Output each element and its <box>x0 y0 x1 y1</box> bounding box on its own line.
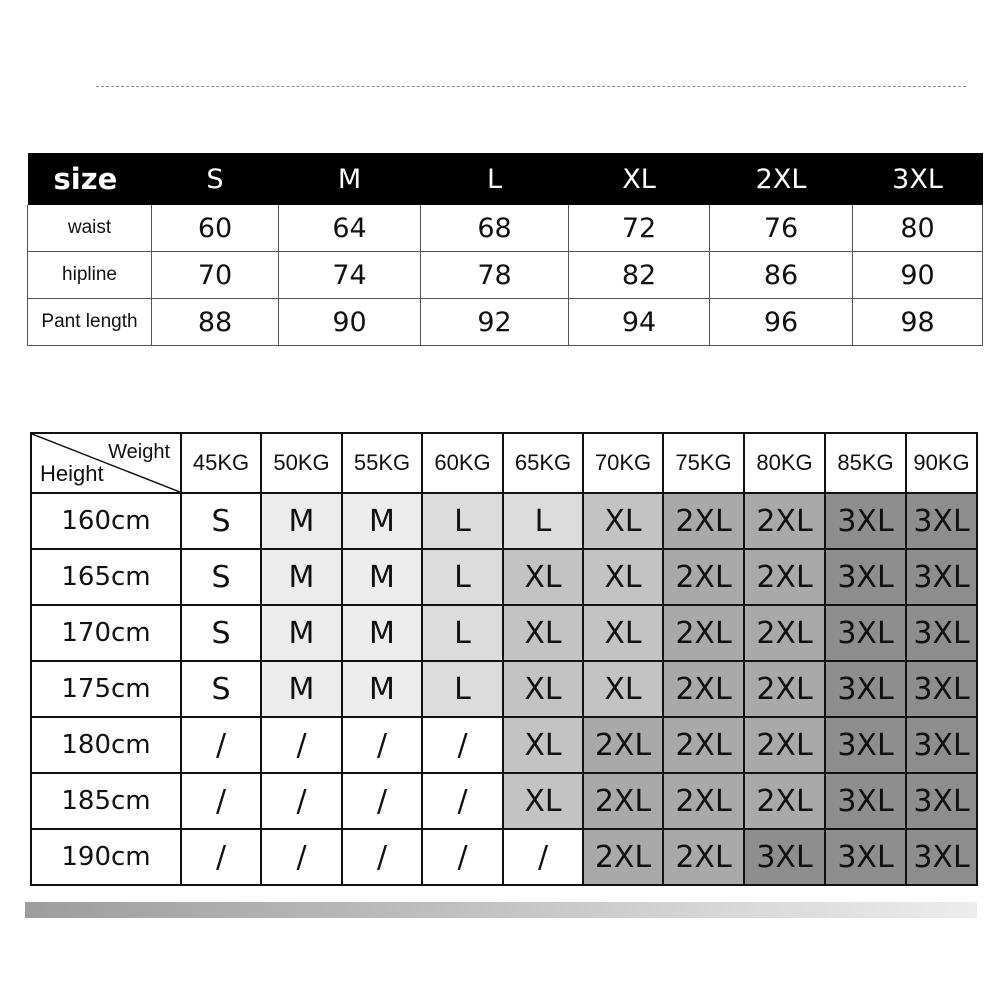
measurement-label: hipline <box>28 252 152 299</box>
size-recommendation-cell: 2XL <box>744 773 825 829</box>
size-recommendation-cell: 3XL <box>906 661 977 717</box>
measurement-value: 92 <box>421 299 569 346</box>
size-recommendation-cell: XL <box>583 493 663 549</box>
size-recommendation-cell: 2XL <box>663 493 744 549</box>
measurement-value: 78 <box>421 252 569 299</box>
size-recommendation-cell: 2XL <box>663 717 744 773</box>
size-recommendation-cell: 2XL <box>663 605 744 661</box>
size-recommendation-cell: S <box>181 661 261 717</box>
size-header-row <box>28 153 983 205</box>
measurement-label: Pant length <box>28 299 152 346</box>
size-header-cell: 2XL <box>710 153 853 205</box>
size-recommendation-cell: M <box>342 549 422 605</box>
table-row <box>31 829 977 885</box>
size-recommendation-cell: 3XL <box>825 549 906 605</box>
measurement-value: 72 <box>569 205 710 252</box>
size-recommendation-cell: 3XL <box>825 717 906 773</box>
height-weight-fit-table <box>30 432 978 886</box>
size-recommendation-cell: 2XL <box>583 717 663 773</box>
size-recommendation-cell: L <box>422 549 503 605</box>
size-header-cell: XL <box>569 153 710 205</box>
table-row <box>28 205 983 252</box>
size-corner-label: size <box>28 153 152 205</box>
size-recommendation-cell: 2XL <box>744 717 825 773</box>
measurement-value: 76 <box>710 205 853 252</box>
size-recommendation-cell: 2XL <box>663 829 744 885</box>
size-recommendation-cell: S <box>181 605 261 661</box>
size-recommendation-cell: 3XL <box>906 493 977 549</box>
size-recommendation-cell: / <box>261 717 342 773</box>
size-recommendation-cell: / <box>342 717 422 773</box>
size-measurement-table <box>27 153 983 346</box>
size-recommendation-cell: L <box>422 605 503 661</box>
table-row <box>31 717 977 773</box>
size-recommendation-cell: 3XL <box>906 717 977 773</box>
height-label: 165cm <box>31 549 181 605</box>
weight-header-cell: 45KG <box>181 433 261 493</box>
size-recommendation-cell: M <box>342 661 422 717</box>
size-recommendation-cell: / <box>342 829 422 885</box>
size-recommendation-cell: / <box>503 829 583 885</box>
weight-header-cell: 85KG <box>825 433 906 493</box>
table-row <box>31 661 977 717</box>
measurement-value: 82 <box>569 252 710 299</box>
weight-header-cell: 70KG <box>583 433 663 493</box>
size-recommendation-cell: M <box>261 493 342 549</box>
size-recommendation-cell: XL <box>583 661 663 717</box>
size-header-cell: S <box>152 153 279 205</box>
size-recommendation-cell: 2XL <box>744 493 825 549</box>
size-recommendation-cell: / <box>181 773 261 829</box>
size-recommendation-cell: M <box>261 549 342 605</box>
size-recommendation-cell: 3XL <box>825 773 906 829</box>
weight-header-cell: 80KG <box>744 433 825 493</box>
size-recommendation-cell: L <box>422 661 503 717</box>
measurement-value: 60 <box>152 205 279 252</box>
size-recommendation-cell: / <box>261 773 342 829</box>
height-label: 175cm <box>31 661 181 717</box>
size-recommendation-cell: L <box>422 493 503 549</box>
size-recommendation-cell: 3XL <box>744 829 825 885</box>
size-recommendation-cell: XL <box>503 549 583 605</box>
size-recommendation-cell: / <box>181 829 261 885</box>
size-recommendation-cell: M <box>342 605 422 661</box>
size-recommendation-cell: / <box>261 829 342 885</box>
table-row <box>31 549 977 605</box>
measurement-value: 64 <box>279 205 421 252</box>
weight-header-cell: 50KG <box>261 433 342 493</box>
height-axis-label: Height <box>40 461 104 486</box>
size-recommendation-cell: M <box>261 605 342 661</box>
size-header-cell: 3XL <box>853 153 983 205</box>
size-recommendation-cell: 2XL <box>583 829 663 885</box>
size-recommendation-cell: XL <box>503 717 583 773</box>
size-recommendation-cell: 3XL <box>825 493 906 549</box>
size-recommendation-cell: S <box>181 493 261 549</box>
weight-header-cell: 90KG <box>906 433 977 493</box>
height-label: 190cm <box>31 829 181 885</box>
size-recommendation-cell: 2XL <box>663 549 744 605</box>
size-recommendation-cell: 3XL <box>906 829 977 885</box>
table-row <box>31 773 977 829</box>
size-recommendation-cell: 3XL <box>906 773 977 829</box>
size-recommendation-cell: 3XL <box>825 829 906 885</box>
measurement-value: 90 <box>853 252 983 299</box>
size-recommendation-cell: / <box>422 773 503 829</box>
height-label: 185cm <box>31 773 181 829</box>
size-recommendation-cell: 2XL <box>744 661 825 717</box>
size-recommendation-cell: / <box>422 829 503 885</box>
size-recommendation-cell: L <box>503 493 583 549</box>
height-label: 180cm <box>31 717 181 773</box>
measurement-value: 98 <box>853 299 983 346</box>
size-recommendation-cell: M <box>342 493 422 549</box>
weight-header-cell: 55KG <box>342 433 422 493</box>
table-row <box>31 493 977 549</box>
weight-header-cell: 65KG <box>503 433 583 493</box>
measurement-value: 90 <box>279 299 421 346</box>
size-recommendation-cell: / <box>342 773 422 829</box>
size-header-cell: M <box>279 153 421 205</box>
size-recommendation-cell: 3XL <box>825 605 906 661</box>
size-recommendation-cell: 2XL <box>744 605 825 661</box>
size-recommendation-cell: / <box>422 717 503 773</box>
size-recommendation-cell: 2XL <box>663 661 744 717</box>
measurement-value: 70 <box>152 252 279 299</box>
measurement-value: 68 <box>421 205 569 252</box>
measurement-value: 80 <box>853 205 983 252</box>
weight-header-cell: 60KG <box>422 433 503 493</box>
size-recommendation-cell: XL <box>503 661 583 717</box>
weight-header-cell: 75KG <box>663 433 744 493</box>
size-recommendation-cell: XL <box>503 773 583 829</box>
measurement-label: waist <box>28 205 152 252</box>
size-recommendation-cell: 2XL <box>744 549 825 605</box>
size-recommendation-cell: 2XL <box>583 773 663 829</box>
table-row <box>28 252 983 299</box>
measurement-value: 86 <box>710 252 853 299</box>
table-row <box>31 605 977 661</box>
measurement-value: 74 <box>279 252 421 299</box>
gradient-bar <box>25 902 977 918</box>
size-header-cell: L <box>421 153 569 205</box>
weight-header-row <box>31 433 977 493</box>
size-recommendation-cell: 3XL <box>906 549 977 605</box>
height-label: 160cm <box>31 493 181 549</box>
size-recommendation-cell: 2XL <box>663 773 744 829</box>
measurement-value: 88 <box>152 299 279 346</box>
size-recommendation-cell: S <box>181 549 261 605</box>
size-recommendation-cell: XL <box>583 605 663 661</box>
dashed-divider <box>96 86 966 87</box>
height-label: 170cm <box>31 605 181 661</box>
measurement-value: 94 <box>569 299 710 346</box>
size-recommendation-cell: / <box>181 717 261 773</box>
fit-table-body <box>31 493 977 885</box>
table-row <box>28 299 983 346</box>
size-recommendation-cell: XL <box>503 605 583 661</box>
height-weight-corner <box>31 433 181 493</box>
size-recommendation-cell: M <box>261 661 342 717</box>
size-recommendation-cell: 3XL <box>906 605 977 661</box>
weight-axis-label: Weight <box>108 441 170 463</box>
size-recommendation-cell: XL <box>583 549 663 605</box>
size-recommendation-cell: 3XL <box>825 661 906 717</box>
measurement-value: 96 <box>710 299 853 346</box>
